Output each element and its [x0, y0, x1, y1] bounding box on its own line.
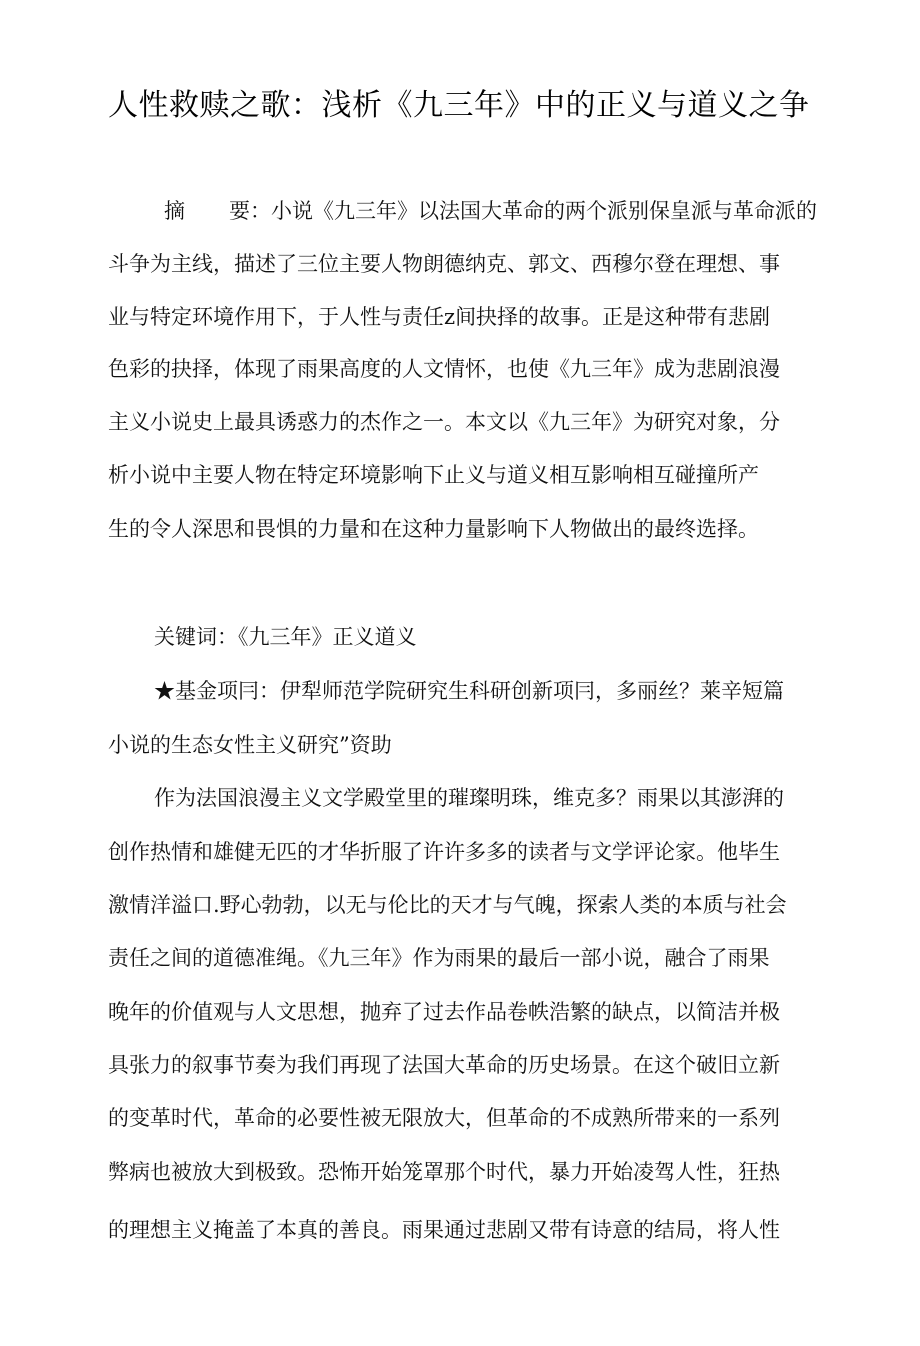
abstract-line-6: 析小说中主要人物在特定环境影响下止义与道义相互影响相互碰撞所产	[108, 463, 759, 487]
abstract-text: 小说《九三年》以法国大革命的两个派别保皇派与革命派的	[271, 199, 817, 223]
abstract-line-2: 斗争为主线，描述了三位主要人物朗德纳克、郭文、西穆尔登在理想、事	[108, 252, 780, 276]
fund-line-2: 小说的生态女性主义研究”资助	[108, 733, 392, 757]
abstract-label-part-2: 要：	[229, 199, 271, 223]
abstract-line-3: 业与特定环境作用下，于人性与责任z间抉择的故事。正是这种带有悲剧	[108, 305, 771, 329]
keywords: 关键词：《九三年》正义道义	[154, 625, 417, 649]
fund-line-1: ★基金项冃：伊犁师范学院研究生科研创新项冃，多丽丝？莱辛短篇	[154, 679, 784, 703]
body-line-9: 的理想主义掩盖了本真的善良。雨果通过悲剧又带有诗意的结局，将人性	[108, 1218, 780, 1242]
body-line-8: 弊病也被放大到极致。恐怖开始笼罩那个时代，暴力开始凌驾人性，狂热	[108, 1160, 780, 1184]
document-title: 人性救赎之歌：浅析《九三年》中的正义与道义之争	[108, 88, 810, 123]
abstract-line-5: 主义小说史上最具诱惑力的杰作之一。本文以《九三年》为研究对象，分	[108, 410, 780, 434]
body-line-6: 具张力的叙事节奏为我们再现了法国大革命的历史场景。在这个破旧立新	[108, 1053, 780, 1077]
body-line-7: 的变革时代，革命的必要性被无限放大，但革命的不成熟所带来的一系列	[108, 1106, 780, 1130]
body-line-2: 创作热情和雄健无匹的才华折服了许许多多的读者与文学评论家。他毕生	[108, 840, 780, 864]
body-line-3: 激情洋溢口.野心勃勃，以无与伦比的天才与气魄，探索人类的本质与社会	[108, 893, 787, 917]
body-line-1: 作为法国浪漫主义文学殿堂里的璀璨明珠，维克多？雨果以其澎湃的	[154, 786, 784, 810]
abstract-label-part-1: 摘	[164, 199, 185, 223]
body-line-5: 晚年的价值观与人文思想，抛弃了过去作品卷帙浩繁的缺点，以简洁并极	[108, 1000, 780, 1024]
body-line-4: 责任之间的道德准绳。《九三年》作为雨果的最后一部小说，融合了雨果	[108, 946, 770, 970]
abstract-line-7: 生的令人深思和畏惧的力量和在这种力量影响下人物做出的最终选择。	[108, 517, 759, 541]
abstract-line-1	[164, 196, 817, 226]
abstract-line-4: 色彩的抉择，体现了雨果高度的人文情怀，也使《九三年》成为悲剧浪漫	[108, 357, 780, 381]
